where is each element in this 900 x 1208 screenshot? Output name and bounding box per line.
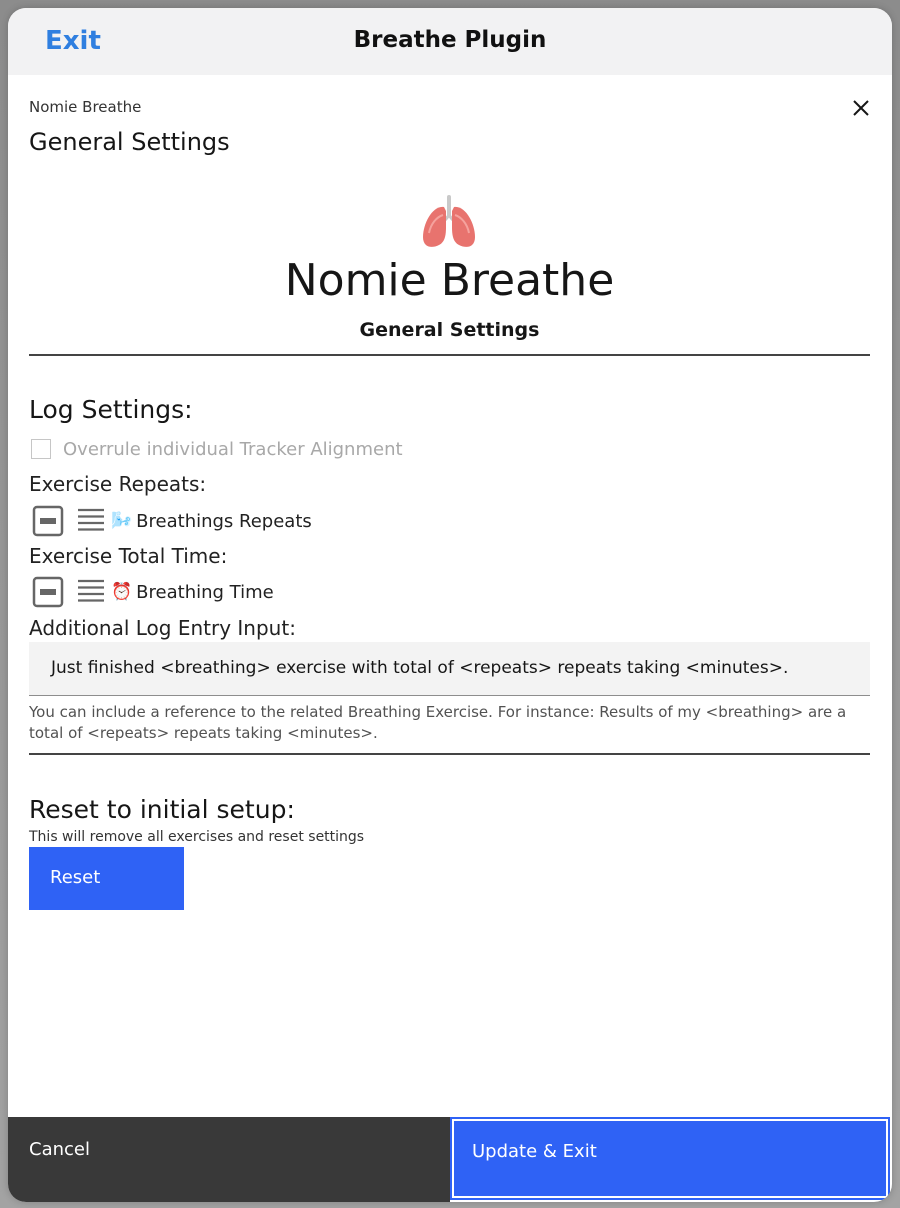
log-settings-heading: Log Settings: (29, 395, 193, 424)
overrule-alignment-checkbox[interactable] (31, 439, 51, 459)
modal-label: Nomie Breathe (29, 98, 142, 116)
reset-description: This will remove all exercises and reset settings (29, 829, 365, 845)
exercise-repeats-label: Exercise Repeats: (29, 472, 207, 496)
update-exit-button[interactable]: Update & Exit (452, 1119, 888, 1198)
hero-title: Nomie Breathe (284, 255, 615, 306)
additional-log-helper-text: You can include a reference to the related Breathing Exercise. For instance: Results of my <breathing> are a total of <repeats> repeats taking <minutes>. (29, 703, 847, 742)
reset-heading: Reset to initial setup: (29, 795, 295, 824)
exercise-repeats-tracker[interactable] (32, 504, 312, 538)
overrule-alignment-label: Overrule individual Tracker Alignment (63, 438, 403, 460)
alarm-clock-icon: ⏰ (111, 582, 133, 602)
tracker-name: Breathing Time (136, 581, 274, 603)
section-divider (29, 753, 870, 755)
additional-log-input[interactable]: Just finished <breathing> exercise with total of <repeats> repeats taking <minutes>. (29, 642, 870, 696)
list-menu-icon[interactable] (77, 578, 105, 606)
section-divider (29, 354, 870, 356)
remove-tracker-icon[interactable] (32, 505, 64, 537)
exercise-total-time-tracker[interactable] (32, 575, 274, 609)
close-icon[interactable] (852, 99, 870, 117)
overrule-alignment-option (31, 437, 403, 461)
exit-button[interactable]: Exit (45, 26, 101, 56)
additional-log-input-label: Additional Log Entry Input: (29, 616, 296, 640)
modal-heading: General Settings (29, 128, 230, 156)
tracker-name: Breathings Repeats (136, 510, 312, 532)
cancel-button[interactable]: Cancel (8, 1117, 450, 1202)
plugin-title: Breathe Plugin (353, 27, 547, 53)
modal-footer (8, 1117, 892, 1202)
lungs-icon (419, 193, 479, 251)
exercise-total-time-label: Exercise Total Time: (29, 544, 228, 568)
hero-subtitle: General Settings (359, 319, 540, 341)
reset-button[interactable]: Reset (29, 847, 184, 910)
top-navigation-bar (8, 8, 892, 75)
wind-icon: 🌬️ (111, 511, 133, 531)
list-menu-icon[interactable] (77, 507, 105, 535)
remove-tracker-icon[interactable] (32, 576, 64, 608)
plugin-modal-sheet (8, 8, 892, 1202)
